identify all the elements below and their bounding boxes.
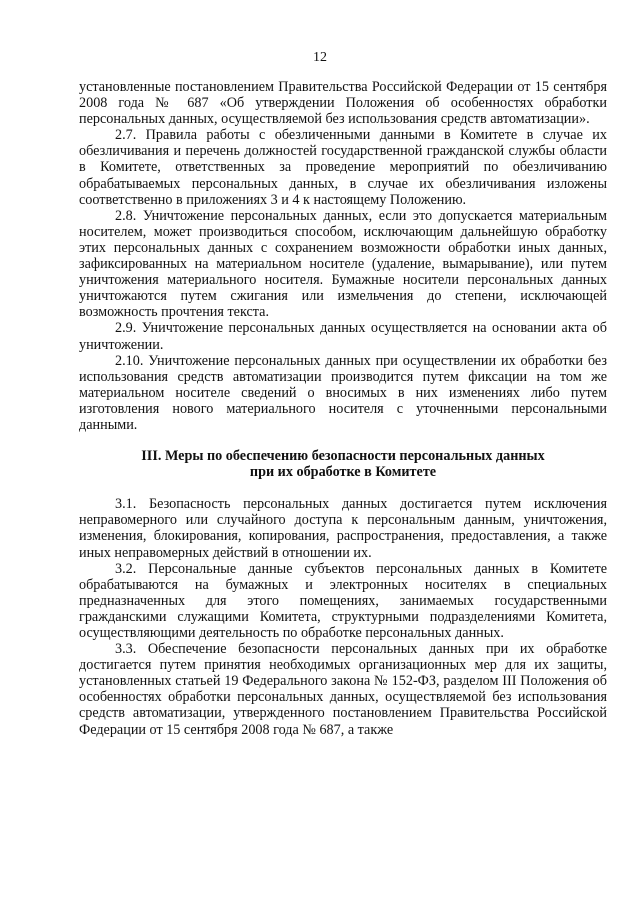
page-number: 12 (313, 50, 327, 65)
paragraph-2-8: 2.8. Уничтожение персональных данных, если это допускается материальным носителем, может производиться способом, исключающим дальнейшую обработку этих персональных данных с сохранением возможности обработки иных данных, зафиксированных на материальном носителе (удаление, вымарывание), или путем уничтожения материального носителя. Бумажные носители персональных данных уничтожаются путем сжигания или измельчения до степени, исключающей возможность прочтения текста. (79, 207, 607, 321)
paragraph-2-7: 2.7. Правила работы с обезличенными данными в Комитете в случае их обезличивания и перечень должностей государственной гражданской службы области в Комитете, ответственных за проведение мероприятий по обезличиванию обрабатываемых персональных данных, в случае их обезличивания изложены соответственно в приложениях 3 и 4 к настоящему Положению. (79, 127, 607, 208)
document-body (79, 79, 607, 738)
section-heading-line-1: III. Меры по обеспечению безопасности персональных данных (141, 448, 545, 465)
section-heading-line-2: при их обработке в Комитете (249, 464, 437, 481)
paragraph-3-3: 3.3. Обеспечение безопасности персональных данных при их обработке достигается путем принятия необходимых организационных мер для их защиты, установленных статьей 19 Федерального закона № 152-ФЗ, разделом III Положения об особенностях обработки персональных данных, осуществляемой без использования средств автоматизации, утвержденного постановлением Правительства Российской Федерации от 15 сентября 2008 года № 687, а также (79, 641, 607, 738)
paragraph-3-1: 3.1. Безопасность персональных данных достигается путем исключения неправомерного или случайного доступа к персональным данным, уничтожения, изменения, блокирования, копирования, распространения, предоставления, а также иных неправомерных действий в отношении их. (79, 496, 607, 561)
paragraph-2-9: 2.9. Уничтожение персональных данных осуществляется на основании акта об уничтожении. (79, 320, 607, 353)
paragraph-2-10: 2.10. Уничтожение персональных данных при осуществлении их обработки без использования средств автоматизации производится путем фиксации на том же материальном носителе сведений о вносимых в них изменениях либо путем изготовления нового материального носителя с уточненными персональными данными. (79, 352, 607, 433)
section-heading (79, 448, 607, 480)
paragraph-3-2: 3.2. Персональные данные субъектов персональных данных в Комитете обрабатываются на бумажных и электронных носителях в специальных предназначенных для этого помещениях, занимаемых государственными гражданскими служащими Комитета, структурными подразделениями Комитета, осуществляющими деятельность по обработке персональных данных. (79, 560, 607, 641)
paragraph-2-6-continuation: установленные постановлением Правительства Российской Федерации от 15 сентября 2008 года № 687 «Об утверждении Положения об особенностях обработки персональных данных, осуществляемой без использования средств автоматизации». (79, 79, 607, 128)
